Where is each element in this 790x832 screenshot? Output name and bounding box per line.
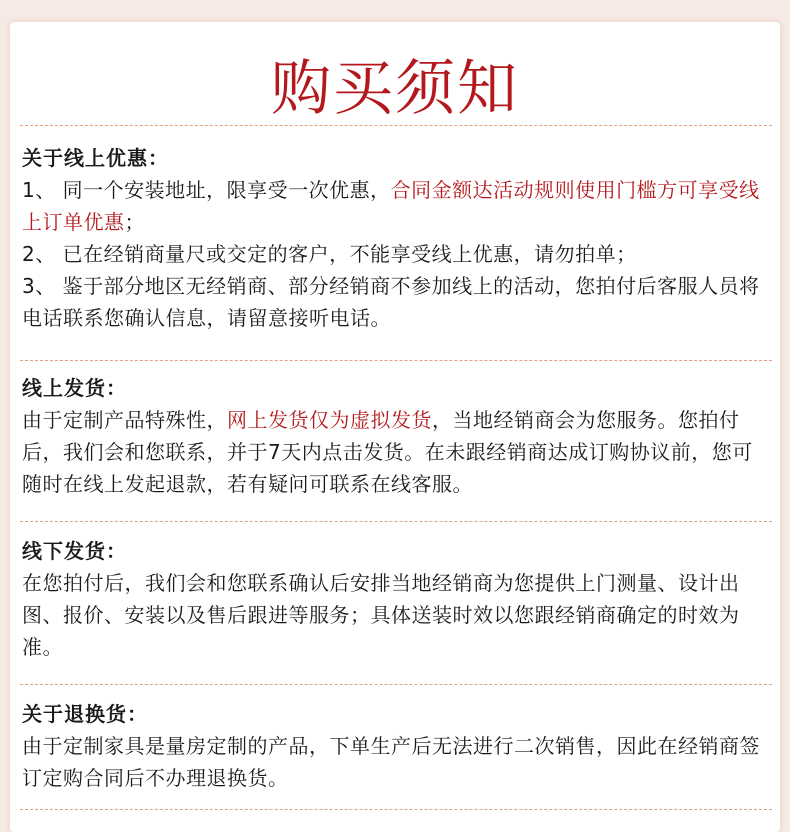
section-body-line: 2、 已在经销商量尺或交定的客户，不能享受线上优惠，请勿拍单； [22, 242, 637, 266]
section-offline-shipping [22, 535, 767, 663]
highlight-text: 网上发货仅为虚拟发货 [227, 408, 432, 432]
notice-card [10, 22, 780, 832]
section-returns [22, 698, 767, 794]
section-body: 在您拍付后，我们会和您联系确认后安排当地经销商为您提供上门测量、设计出图、报价、安装以及售后跟进等服务；具体送装时效以您跟经销商确定的时效为准。 [22, 571, 740, 659]
section-divider [20, 809, 772, 810]
section-heading: 线上发货： [22, 376, 127, 400]
section-heading: 关于退换货： [22, 702, 148, 726]
section-body [22, 404, 767, 500]
line-text: 由于定制产品特殊性， [22, 408, 227, 432]
section-heading: 线下发货： [22, 539, 127, 563]
section-body: 由于定制家具是量房定制的产品，下单生产后无法进行二次销售，因此在经销商签订定购合同后不办理退换货。 [22, 734, 760, 790]
line-text: ，当地经销商会为您服务。您拍付后，我们会和您联系，并于7天内点击发货。在未跟经销商达成订购协议前，您可随时在线上发起退款，若有疑问可联系在线客服。 [22, 408, 753, 496]
line-text: ； [124, 210, 145, 234]
section-body-line: 3、 鉴于部分地区无经销商、部分经销商不参加线上的活动，您拍付后客服人员将电话联系您确认信息，请留意接听电话。 [22, 274, 760, 330]
section-online-shipping [22, 372, 767, 500]
highlight-text: 合同金额达活动规则使用门槛方可享受线上订单优惠 [22, 178, 760, 234]
section-divider [20, 684, 772, 685]
page-title: 购买须知 [271, 54, 519, 124]
section-online-discount [22, 142, 767, 334]
section-heading: 关于线上优惠： [22, 146, 169, 170]
section-divider [20, 521, 772, 522]
line-text: 1、 同一个安装地址，限享受一次优惠， [22, 178, 391, 202]
section-divider [20, 125, 772, 126]
section-divider [20, 360, 772, 361]
section-body [22, 174, 767, 238]
